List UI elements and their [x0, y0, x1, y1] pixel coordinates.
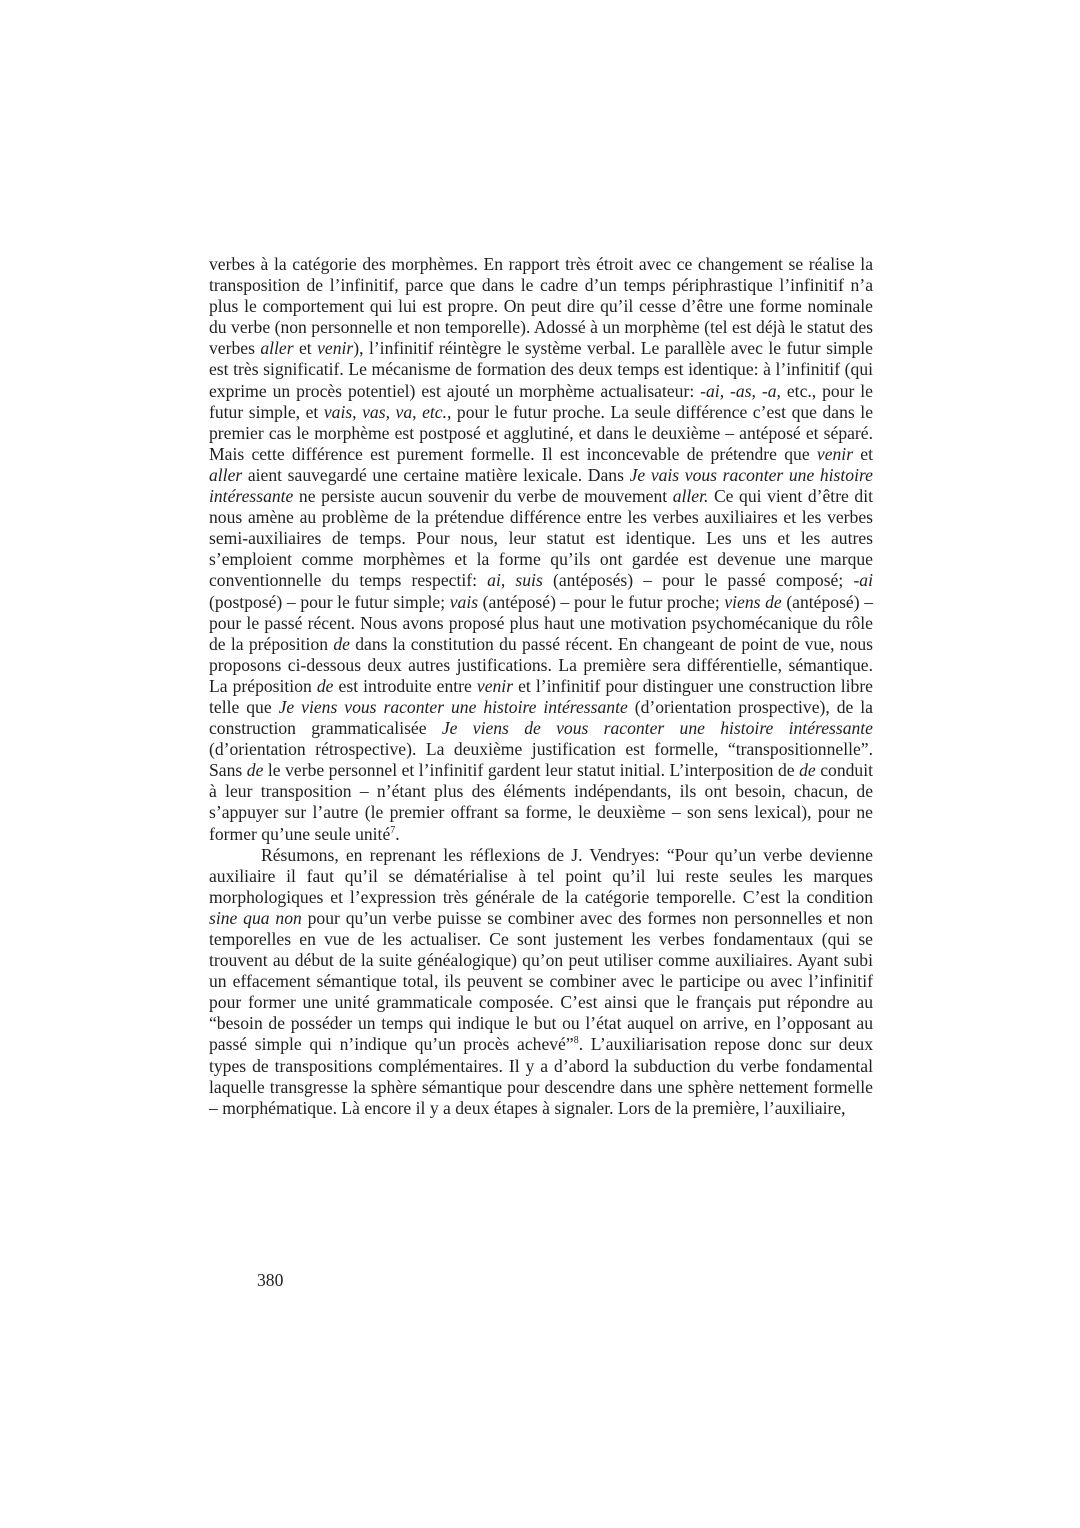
text-span: .: [395, 823, 400, 844]
footnote-ref: 8: [573, 1035, 579, 1047]
italic-text: aller: [260, 338, 294, 359]
text-span: etc., pour le futur simple, et: [209, 380, 873, 422]
italic-text: venir: [317, 338, 354, 359]
italic-text: venir: [476, 675, 514, 696]
text-span: Ce qui vient d’être dit nous amène au problème de la prétendue différence entre les verbes auxiliaires et les verbes semi-auxiliaires de temps. Pour nous, leur statut est identique. Les uns et les autres s’emploient comme morphèmes et la forme qu’ils ont gardée est devenue une marque conventionnelle du temps respectif:: [209, 486, 873, 591]
footnote-ref: 7: [390, 824, 396, 836]
text-span: (antéposé) – pour le passé récent. Nous avons proposé plus haut une motivation psychomécanique du rôle de la préposition: [209, 591, 873, 654]
italic-text: Je viens vous raconter une histoire intéressante: [278, 696, 628, 717]
italic-text: ai, suis: [487, 570, 543, 591]
text-span: (postposé) – pour le futur simple;: [209, 591, 450, 612]
text-span: aient sauvegardé une certaine matière lexicale. Dans: [242, 464, 630, 485]
text-span: . L’auxiliarisation repose donc sur deux types de transpositions complémentaires. Il y a d’abord la subduction du verbe fondamental laquelle transgresse la sphère sémantique pour descendre dans une sphère nettement formelle – morphématique. Là encore il y a deux étapes à signaler. Lors de la première, l’auxiliaire,: [209, 1034, 873, 1118]
text-span: pour le futur proche. La seule différence c’est que dans le premier cas le morphème est postposé et agglutiné, et dans le deuxième – antéposé et séparé. Mais cette différence est purement formelle. Il est inconcevable de prétendre que: [209, 401, 873, 464]
italic-text: de: [246, 760, 264, 781]
italic-text: vais, vas, va, etc.,: [323, 401, 452, 422]
italic-text: Je viens de vous raconter une histoire intéressante: [441, 718, 873, 739]
italic-text: viens de: [724, 591, 782, 612]
text-span: et l’infinitif pour distinguer une construction libre telle que: [209, 675, 873, 717]
text-span: ), l’infinitif réintègre le système verbal. Le parallèle avec le futur simple est très significatif. Le mécanisme de formation des deux temps est identique: à l’infinitif (qui exprime un procès potentiel) est ajouté un morphème actualisateur:: [209, 338, 873, 401]
paragraph: [209, 254, 873, 845]
text-span: le verbe personnel et l’infinitif gardent leur statut initial. L’interposition de: [263, 760, 800, 781]
text-span: conduit à leur transposition – n’étant plus des éléments indépendants, ils ont besoin, chacun, de s’appuyer sur l’autre (le premier offrant sa forme, le deuxième – son sens lexical), pour ne former qu’une seule unité: [209, 760, 874, 844]
text-span: (antéposé) – pour le futur proche;: [478, 591, 725, 612]
text-span: ne persiste aucun souvenir du verbe de mouvement: [293, 486, 673, 507]
text-span: et: [853, 443, 873, 464]
text-span: pour qu’un verbe puisse se combiner avec des formes non personnelles et non temporelles en vue de les actualiser. Ce sont justement les verbes fondamentaux (qui se trouvent au début de la suite généalogique) qu’on peut utiliser comme auxiliaires. Ayant subi un effacement sémantique total, ils peuvent se combiner avec le participe ou avec l’infinitif pour former une unité grammaticale composée. C’est ainsi que le français put répondre au “besoin de posséder un temps qui indique le but ou l’état auquel on arrive, en l’opposant au passé simple qui n’indique qu’un procès achevé”: [209, 907, 873, 1055]
italic-text: aller.: [672, 486, 709, 507]
italic-text: de: [799, 760, 816, 781]
text-span: est introduite entre: [333, 675, 477, 696]
text-span: et: [293, 338, 318, 359]
italic-text: de: [333, 633, 350, 654]
italic-text: sine qua non: [209, 907, 302, 928]
italic-text: venir: [816, 443, 854, 464]
italic-text: -ai, -as, -a,: [700, 380, 781, 401]
text-span: dans la constitution du passé récent. En changeant de point de vue, nous proposons ci-dessous deux autres justifications. La première sera différentielle, sémantique. La préposition: [209, 633, 873, 696]
italic-text: Je vais vous raconter une histoire intéressante: [209, 464, 873, 507]
italic-text: -ai: [853, 570, 873, 591]
italic-text: vais: [449, 591, 479, 612]
italic-text: aller: [209, 464, 243, 485]
text-span: verbes à la catégorie des morphèmes. En rapport très étroit avec ce changement se réalise la transposition de l’infinitif, parce que dans le cadre d’un temps périphrastique l’infinitif n’a plus le comportement qui lui est propre. On peut dire qu’il cesse d’être une forme nominale du verbe (non personnelle et non temporelle). Adossé à un morphème (tel est déjà le statut des verbes: [209, 254, 873, 359]
text-span: (d’orientation prospective), de la construction grammaticalisée: [209, 696, 873, 739]
paragraph: [209, 845, 873, 1119]
text-span: (d’orientation rétrospective). La deuxième justification est formelle, “transpositionnelle”. Sans: [209, 739, 873, 781]
italic-text: de: [316, 675, 334, 696]
body-text: [209, 254, 873, 1119]
text-span: Résumons, en reprenant les réflexions de J. Vendryes: “Pour qu’un verbe devienne auxiliaire il faut qu’il se dématérialise à tel point qu’il lui reste seules les marques morphologiques et l’expression très générale de la catégorie temporelle. C’est la condition: [209, 844, 873, 907]
page-number: 380: [257, 1270, 284, 1290]
text-span: (antéposés) – pour le passé composé;: [542, 570, 854, 591]
